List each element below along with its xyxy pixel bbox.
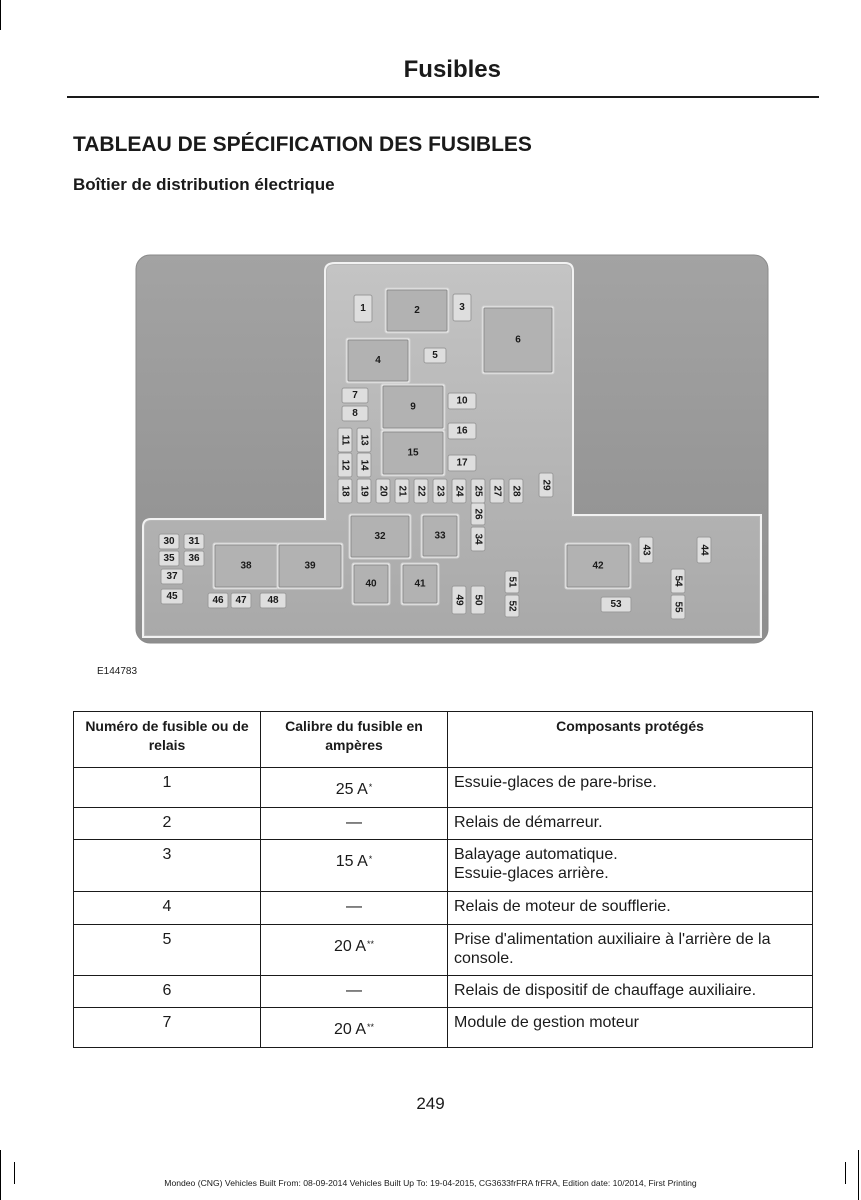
- fuse-rating: 20 A**: [261, 925, 448, 976]
- footnote-marker: **: [367, 939, 375, 949]
- table-row: [74, 925, 813, 976]
- fuse-1-label: 1: [360, 303, 366, 314]
- table-row: [74, 808, 813, 840]
- relay-39-label: 39: [304, 560, 316, 572]
- fuse-16-label: 16: [456, 425, 468, 437]
- fuse-number: 3: [74, 840, 261, 892]
- fuse-30-label: 30: [163, 536, 175, 547]
- protected-component: Relais de moteur de soufflerie.: [448, 892, 813, 925]
- fuse-31-label: 31: [188, 536, 200, 547]
- header-rule: [67, 96, 819, 98]
- section-title: TABLEAU DE SPÉCIFICATION DES FUSIBLES: [73, 133, 532, 156]
- relay-2-label: 2: [414, 305, 420, 316]
- fuse-specification-table: [73, 711, 813, 1048]
- fuse-36-label: 36: [188, 553, 200, 564]
- fuse-rating: 15 A*: [261, 840, 448, 892]
- fuse-number: 4: [74, 892, 261, 925]
- column-header-fuse-number: Numéro de fusible ou de relais: [74, 712, 261, 768]
- relay-38-label: 38: [240, 560, 252, 572]
- fuse-25-label: 25: [472, 485, 484, 497]
- fuse-rating: 25 A*: [261, 768, 448, 808]
- fuse-50-label: 50: [472, 594, 484, 606]
- footnote-marker: *: [368, 854, 373, 864]
- fuse-28-label: 28: [510, 485, 522, 497]
- table-header-row: [74, 712, 813, 768]
- fuse-number: 5: [74, 925, 261, 976]
- fuse-22-label: 22: [415, 485, 427, 497]
- fuse-34-label: 34: [472, 533, 484, 545]
- protected-component: Essuie-glaces de pare-brise.: [448, 768, 813, 808]
- protected-component: Module de gestion moteur: [448, 1008, 813, 1048]
- table-row: [74, 1008, 813, 1048]
- fuse-55-label: 55: [672, 601, 684, 613]
- table-row: [74, 768, 813, 808]
- relay-40-label: 40: [365, 578, 377, 590]
- protected-component: Relais de démarreur.: [448, 808, 813, 840]
- fuse-8-label: 8: [352, 408, 358, 419]
- fuse-53-label: 53: [610, 599, 622, 610]
- fuse-rating: —: [261, 976, 448, 1008]
- fuse-49-label: 49: [453, 594, 465, 606]
- table-row: [74, 892, 813, 925]
- relay-33-label: 33: [434, 530, 446, 542]
- fuse-23-label: 23: [434, 485, 446, 497]
- table-row: [74, 976, 813, 1008]
- fuse-13-label: 13: [358, 434, 370, 446]
- fuse-45-label: 45: [166, 591, 178, 602]
- relay-42-label: 42: [592, 560, 604, 572]
- fuse-26-label: 26: [472, 508, 484, 520]
- fuse-51-label: 51: [506, 576, 518, 588]
- fuse-3-label: 3: [459, 302, 465, 313]
- fuse-18-label: 18: [339, 485, 351, 497]
- fuse-box-diagram: [135, 253, 769, 645]
- fuse-29-label: 29: [540, 479, 552, 491]
- figure-id: E144783: [97, 666, 138, 677]
- fuse-47-label: 47: [235, 595, 247, 606]
- page-number: 249: [416, 1094, 445, 1113]
- protected-component: Balayage automatique. Essuie-glaces arrière.: [448, 840, 813, 892]
- relay-41-label: 41: [414, 578, 426, 590]
- relay-6-label: 6: [515, 334, 521, 346]
- subsection-title: Boîtier de distribution électrique: [73, 175, 335, 194]
- column-header-rating: Calibre du fusible en ampères: [261, 712, 448, 768]
- fuse-20-label: 20: [377, 485, 389, 497]
- relay-9-label: 9: [410, 401, 416, 413]
- protected-component: Prise d'alimentation auxiliaire à l'arrière de la console.: [448, 925, 813, 976]
- fuse-48-label: 48: [267, 595, 279, 606]
- footnote-marker: **: [367, 1022, 375, 1032]
- fuse-27-label: 27: [491, 485, 503, 497]
- protected-component: Relais de dispositif de chauffage auxiliaire.: [448, 976, 813, 1008]
- fuse-rating: —: [261, 892, 448, 925]
- fuse-number: 2: [74, 808, 261, 840]
- fuse-12-label: 12: [339, 459, 351, 471]
- fuse-44-label: 44: [698, 544, 710, 556]
- crop-mark-top-left: [0, 0, 1, 30]
- fuse-35-label: 35: [163, 553, 175, 564]
- fuse-rating: 20 A**: [261, 1008, 448, 1048]
- column-header-components: Composants protégés: [448, 712, 813, 768]
- fuse-14-label: 14: [358, 459, 370, 471]
- fuse-37-label: 37: [166, 571, 178, 582]
- relay-4-label: 4: [375, 355, 381, 366]
- page-footer: Mondeo (CNG) Vehicles Built From: 08-09-2014 Vehicles Built Up To: 19-04-2015, CG3633frFRA frFRA, Edition date: 10/2014, First Printing: [164, 1178, 697, 1188]
- fuse-5-label: 5: [432, 350, 438, 361]
- fuse-17-label: 17: [456, 457, 468, 469]
- fuse-number: 1: [74, 768, 261, 808]
- fuse-19-label: 19: [358, 485, 370, 497]
- fuse-rating: —: [261, 808, 448, 840]
- fuse-43-label: 43: [640, 544, 652, 556]
- fuse-11-label: 11: [339, 434, 351, 446]
- relay-15-label: 15: [407, 447, 419, 459]
- footnote-marker: *: [368, 782, 373, 792]
- crop-mark-bottom-left: [0, 1150, 1, 1200]
- fuse-54-label: 54: [672, 575, 684, 587]
- crop-mark-bottom-right: [858, 1150, 859, 1200]
- fuse-52-label: 52: [506, 600, 518, 612]
- fuse-21-label: 21: [396, 485, 408, 497]
- fuse-number: 6: [74, 976, 261, 1008]
- fuse-7-label: 7: [352, 390, 358, 401]
- page-header-title: Fusibles: [403, 56, 501, 83]
- fuse-46-label: 46: [212, 595, 224, 606]
- table-row: [74, 840, 813, 892]
- fuse-24-label: 24: [453, 485, 465, 497]
- relay-32-label: 32: [374, 531, 386, 542]
- fuse-number: 7: [74, 1008, 261, 1048]
- fuse-10-label: 10: [456, 395, 468, 407]
